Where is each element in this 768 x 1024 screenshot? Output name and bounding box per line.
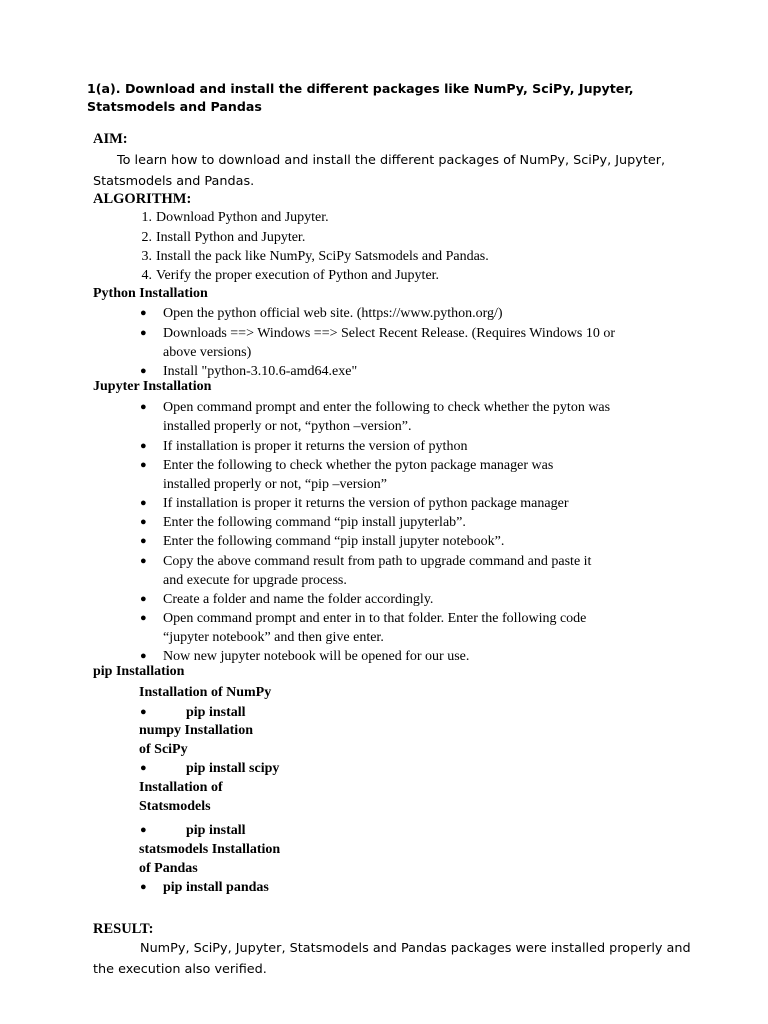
step-text: Install the pack like NumPy, SciPy Satsmodels and Pandas. [156,249,489,264]
jupyter-bullet-text: If installation is proper it returns the version of python [163,439,468,454]
numpy-command: pip install [186,705,246,720]
jupyter-bullet-text: Enter the following command “pip install jupyterlab”. [163,515,466,530]
bullet-icon: ● [140,440,147,452]
numpy-heading: Installation of NumPy [139,685,272,700]
jupyter-bullet-text: Open command prompt and enter the following to check whether the pyton was [163,400,611,415]
pip-installation-heading: pip Installation [93,664,185,679]
bullet-icon: ● [140,824,147,836]
jupyter-bullet-text-cont: and execute for upgrade process. [163,573,347,588]
jupyter-bullet-text: Create a folder and name the folder accordingly. [163,592,434,607]
bullet-icon: ● [140,650,147,662]
bullet-icon: ● [140,365,147,377]
python-bullet-text: Downloads ==> Windows ==> Select Recent Release. (Requires Windows 10 or [163,326,616,341]
bullet-icon: ● [140,535,147,547]
step-text: Download Python and Jupyter. [156,210,329,225]
python-bullet-text: Install "python-3.10.6-amd64.exe" [163,364,358,379]
jupyter-bullet-text: Enter the following command “pip install jupyter notebook”. [163,534,505,549]
result-text: NumPy, SciPy, Jupyter, Statsmodels and Pandas packages were installed properly and the execution also verified. [93,941,691,977]
python-bullet-text: Open the python official web site. (https://www.python.org/) [163,306,503,321]
bullet-icon: ● [140,401,147,413]
pandas-heading: of Pandas [139,861,198,876]
jupyter-bullet-text: If installation is proper it returns the version of python package manager [163,496,569,511]
aim-text: To learn how to download and install the different packages of NumPy, SciPy, Jupyter, Statsmodels and Pandas. [93,153,666,189]
statsmodels-command-cont: statsmodels Installation [139,842,281,857]
bullet-icon: ● [140,327,147,339]
statsmodels-heading-cont: Statsmodels [139,799,211,814]
bullet-icon: ● [140,706,147,718]
jupyter-bullet-text: Now new jupyter notebook will be opened for our use. [163,649,470,664]
jupyter-bullet-text-cont: installed properly or not, “pip –version” [163,477,387,492]
numpy-command-cont: numpy Installation [139,723,253,738]
jupyter-bullet-text: Open command prompt and enter in to that folder. Enter the following code [163,611,587,626]
bullet-icon: ● [140,612,147,624]
step-text: Verify the proper execution of Python and Jupyter. [156,268,440,283]
bullet-icon: ● [140,762,147,774]
bullet-icon: ● [140,593,147,605]
python-installation-heading: Python Installation [93,286,208,301]
pandas-command: pip install pandas [163,880,269,895]
bullet-icon: ● [140,497,147,509]
step-number: 1. [141,210,152,225]
aim-heading: AIM: [93,131,128,147]
scipy-heading: of SciPy [139,742,188,757]
python-bullet-text-cont: above versions) [163,345,252,360]
statsmodels-heading: Installation of [139,780,223,795]
bullet-icon: ● [140,555,147,567]
page-title: 1(a). Download and install the different packages like NumPy, SciPy, Jupyter, Statsmodels and Pandas [87,81,634,114]
bullet-icon: ● [140,307,147,319]
jupyter-bullet-text-cont: installed properly or not, “python –version”. [163,419,412,434]
algorithm-heading: ALGORITHM: [93,191,192,207]
jupyter-installation-heading: Jupyter Installation [93,379,212,394]
jupyter-bullet-text-cont: “jupyter notebook” and then give enter. [163,630,384,645]
statsmodels-command: pip install [186,823,246,838]
step-number: 4. [141,268,152,283]
scipy-command: pip install scipy [186,761,280,776]
bullet-icon: ● [140,516,147,528]
jupyter-bullet-text: Copy the above command result from path to upgrade command and paste it [163,554,592,569]
bullet-icon: ● [140,459,147,471]
step-text: Install Python and Jupyter. [156,230,306,245]
step-number: 2. [141,230,152,245]
step-number: 3. [141,249,152,264]
result-heading: RESULT: [93,921,154,937]
jupyter-bullet-text: Enter the following to check whether the pyton package manager was [163,458,554,473]
bullet-icon: ● [140,881,147,893]
